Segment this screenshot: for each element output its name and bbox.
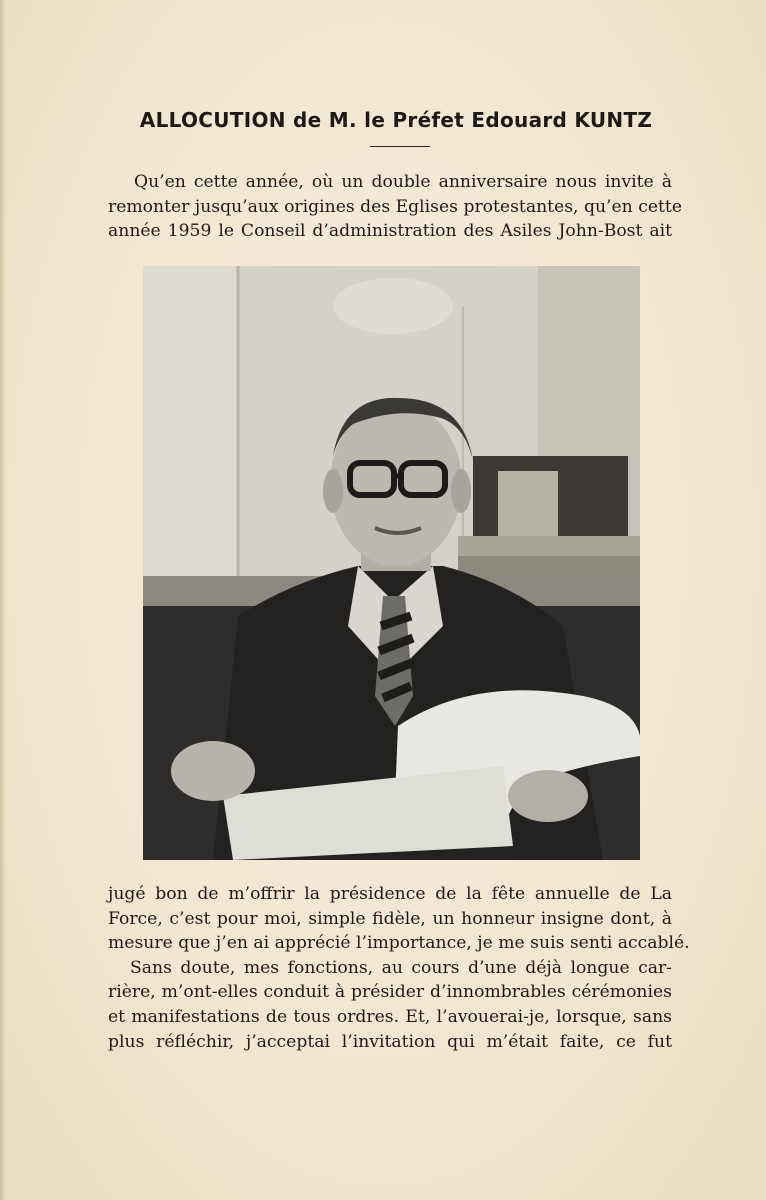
text-line: jugé bon de m’offrir la présidence de la fête annuelle de La	[108, 884, 672, 904]
paragraph-intro	[108, 170, 682, 244]
paragraph-continuation	[108, 882, 690, 1054]
portrait-photo-illustration	[143, 266, 640, 860]
text-line: Force, c’est pour moi, simple fidèle, un honneur insigne dont, à	[108, 908, 672, 929]
text-line: rière, m’ont-elles conduit à présider d’innombrables cérémonies	[108, 982, 672, 1003]
text-line: année 1959 le Conseil d’administration des Asiles John-Bost ait	[108, 221, 672, 242]
text-line: et manifestations de tous ordres. Et, l’avouerai-je, lorsque, sans	[108, 1006, 672, 1027]
text-line: Sans doute, mes fonctions, au cours d’une déjà longue car-	[130, 957, 672, 978]
text-line: Qu’en cette année, où un double anniversaire nous invite à	[134, 172, 672, 192]
text-line: mesure que j’en ai apprécié l’importance, je me suis senti accablé.	[108, 933, 690, 954]
page-spine-shadow	[0, 0, 6, 1200]
text-line: remonter jusqu’aux origines des Eglises protestantes, qu’en cette	[108, 196, 682, 217]
portrait-photo	[143, 266, 640, 860]
document-title: ALLOCUTION de M. le Préfet Edouard KUNTZ	[139, 108, 653, 132]
title-divider	[370, 146, 430, 147]
text-line: plus réfléchir, j’acceptai l’invitation qui m’était faite, ce fut	[108, 1031, 672, 1052]
